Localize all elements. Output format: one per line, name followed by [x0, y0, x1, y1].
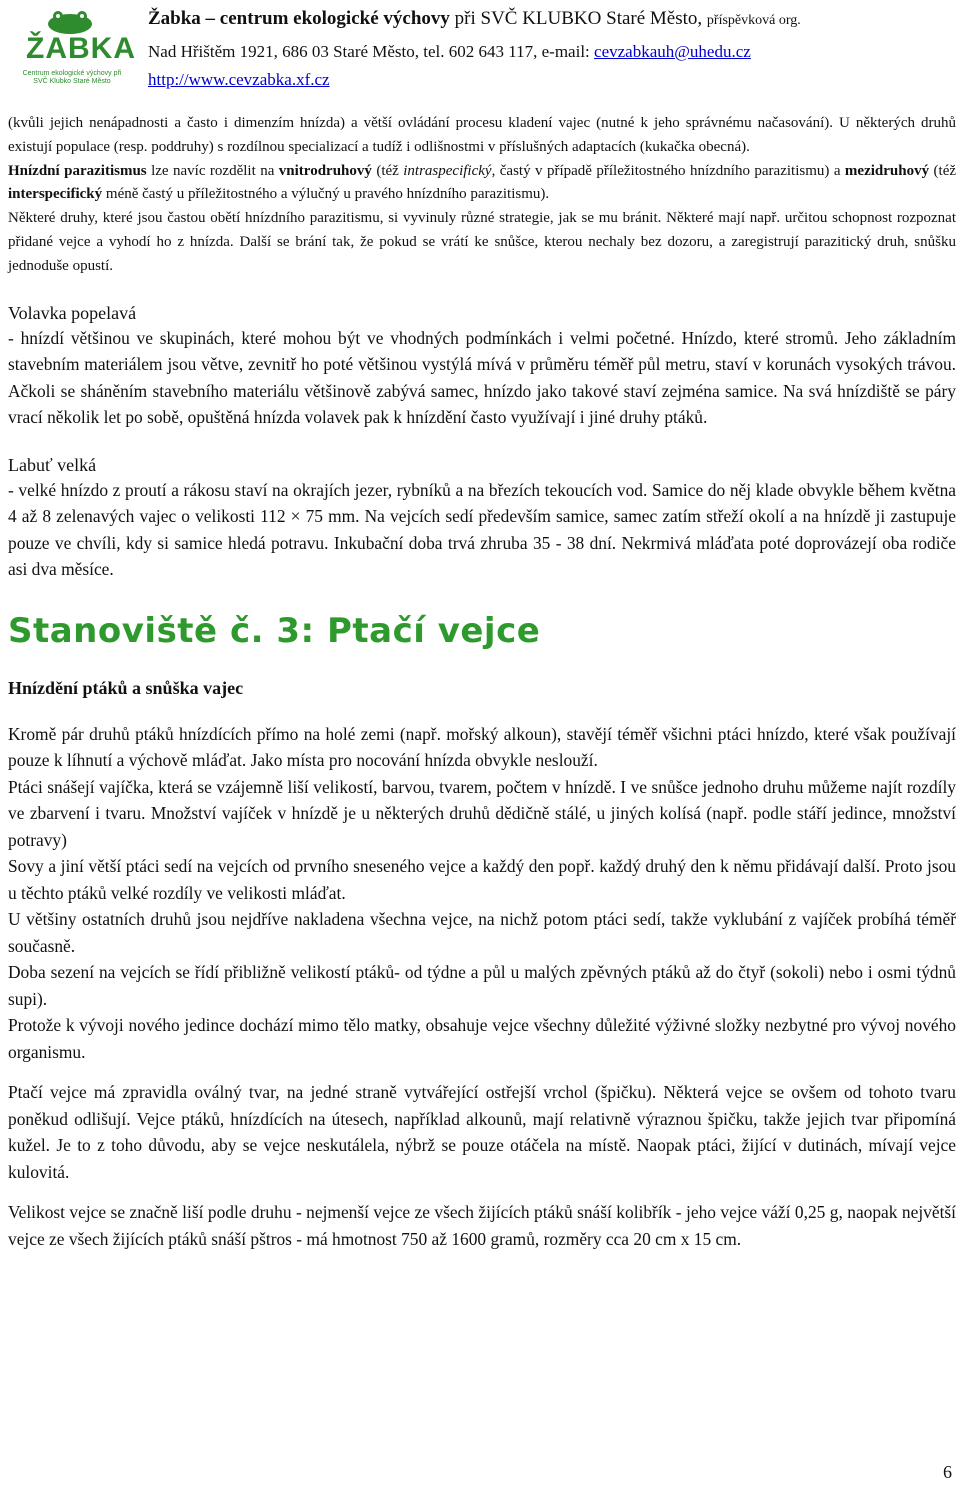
paragraph-body: Ptáci snášejí vajíčka, která se vzájemně liší velikostí, barvou, tvarem, počtem v hnízdě. I ve snůšce jednoho druhu můžeme najít rozdíly ve zbarvení i tvaru. Množství vajíček v hnízdě je u některých druhů dědičně stálé, u jiných kolísá (např. podle stáří jedince, množství potravy) [8, 776, 956, 850]
org-website [148, 70, 330, 90]
paragraph-volavka: - hnízdí většinou ve skupinách, které mohou být ve vhodných podmínkách i velmi početné. Hnízdo, které stromů. Jeho základním stavebním materiálem jsou větve, zevnitř ho poté většinou vystýlá mívá v průměru téměř půl metru, staví v korunách vysokých trávou. Ačkoli se sháněním stavebního materiálu většinově zabývá samec, hnízdo jako takové staví zejména samice. Na svá hnízdiště se páry vrací několik let po sobě, opuštěná hnízda volavek pak k hnízdění často využívají i jiné druhy ptáků. [8, 327, 956, 428]
paragraph-body: Protože k vývoji nového jedince dochází mimo tělo matky, obsahuje vejce všechny důležité výživné složky nezbytné pro vývoj nového organismu. [8, 1015, 956, 1062]
zabka-logo [22, 10, 136, 96]
paragraph-parasitism-intro: (kvůli jejich nenápadnosti a často i dimenzím hnízda) a větší ovládání procesu kladení vajec (nutné k jeho správnému načasování). U některých druhů existují populace (resp. poddruhy) s rozdílnou specializací a tudíž i odlišnostmi v příslušných adaptacích (kukačka obecná). [8, 115, 956, 155]
letterhead [0, 0, 960, 100]
website-link[interactable]: http://www.cevzabka.xf.cz [148, 70, 330, 89]
section-title: Hnízdění ptáků a snůška vajec [8, 677, 244, 698]
paragraph-egg-shape: Ptačí vejce má zpravidla oválný tvar, na jedné straně vytvářející ostřejší vrchol (špičku). Některá vejce se ovšem od tohoto tvaru poněkud odlišují. Vejce ptáků, hnízdících na útesech, například alkounů, mají relativně výraznou špičku, takže jejich tvar připomíná kužel. Je to z toho důvodu, aby se vejce neskutálela, nýbrž se pouze otáčela na místě. Naopak ptáci, žijící v dutinách, mívají vejce kulovitá. [8, 1082, 956, 1182]
paragraph-egg-size: Velikost vejce se značně liší podle druhu - nejmenší vejce ze všech žijících ptáků snáší kolibřík - jeho vejce váží 0,25 g, naopak největší vejce ze všech žijících ptáků snáší pštros - má hmotnost 750 až 1600 gramů, rozměry cca 20 cm x 15 cm. [8, 1202, 956, 1249]
logo-text: ŽABKA [26, 32, 136, 65]
logo-subtitle: Centrum ekologické výchovy při SVČ Klubko Staré Město [22, 70, 122, 85]
org-address: Nad Hřištěm 1921, 686 03 Staré Město, tel. 602 643 117, e-mail: cevzabkauh@uhedu.cz [148, 42, 751, 61]
org-name: Žabka – centrum ekologické výchovy při SVČ KLUBKO Staré Město, příspěvková org. [148, 8, 801, 29]
heading-volavka: Volavka popelavá [8, 302, 137, 323]
paragraph-parasitism-types: Hnízdní parazitismus lze navíc rozdělit na vnitrodruhový (též intraspecifický, častý v případě příležitostného hnízdního parazitismu) a mezidruhový (též interspecifický méně častý u příležitostného a výlučný u pravého hnízdního parazitismu). [8, 162, 957, 203]
page-content [8, 112, 956, 1252]
paragraph-labut: - velké hnízdo z proutí a rákosu staví na okrajích jezer, rybníků a na březích tekoucích vod. Samice do něj klade obvykle během května 4 až 8 zelenavých vajec o velikosti 112 × 75 mm. Na vejcích sedí především samice, samec zatím střeží okolí a na hnízdě ji zastupuje pouze ve chvíli, kdy si samice hledá potravu. Inkubační doba trvá zhruba 35 - 38 dní. Nekrmivá mláďata poté doprovázejí oba rodiče asi dva měsíce. [8, 479, 956, 580]
paragraph-body: Sovy a jiní větší ptáci sedí na vejcích od prvního sneseného vejce a každý den popř. každý druhý den k němu přidávají další. Proto jsou u těchto ptáků velké rozdíly ve velikosti mláďat. [8, 856, 956, 903]
heading-labut: Labuť velká [8, 454, 97, 475]
paragraph-body: Doba sezení na vejcích se řídí přibližně velikostí ptáků- od týdne a půl u malých zpěvných ptáků až do čtyř (sokoli) nebo i osmi týdnů supi). [8, 962, 956, 1009]
page-number: 6 [943, 1462, 952, 1482]
paragraph-body: U většiny ostatních druhů jsou nejdříve nakladena všechna vejce, na nichž potom ptáci sedí, takže vyklubání z vajíček probíhá téměř současně. [8, 909, 956, 956]
paragraph-body: Kromě pár druhů ptáků hnízdících přímo na holé zemi (např. mořský alkoun), stavějí téměř všichni ptáci hnízdo, které však používají pouze k líhnutí a výchově mláďat. Jako místa pro nocování hnízda obvykle neslouží. [8, 723, 956, 771]
station-title: Stanoviště č. 3: Ptačí vejce [8, 610, 541, 651]
email-link[interactable]: cevzabkauh@uhedu.cz [594, 42, 751, 61]
frog-icon [40, 10, 140, 34]
paragraph-defense: Některé druhy, které jsou častou obětí hnízdního parazitismu, si vyvinuly různé strategie, jak se mu bránit. Některé mají např. určitou schopnost rozpoznat přidané vejce a vyhodí ho z hnízda. Další se brání tak, že pokud se vrátí ke snůšce, kterou nechaly bez dozoru, a zaregistrují parazitický druh, snůšku jednoduše opustí. [8, 210, 956, 274]
